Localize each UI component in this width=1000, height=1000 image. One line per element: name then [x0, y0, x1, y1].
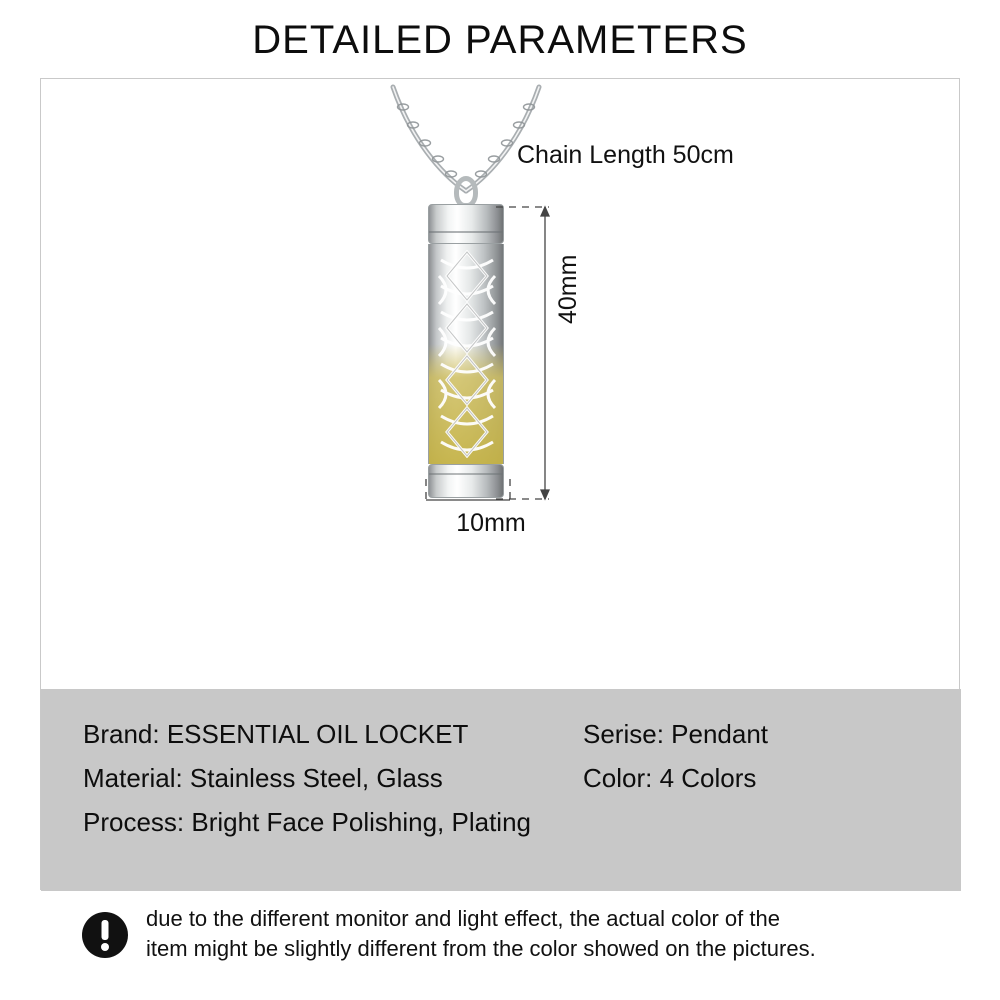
- color-disclaimer: [40, 900, 960, 980]
- disclaimer-line-1: due to the different monitor and light effect, the actual color of the: [146, 906, 780, 931]
- product-illustration: [41, 79, 961, 689]
- spec-brand: Brand: ESSENTIAL OIL LOCKET: [83, 719, 469, 749]
- spec-row: [83, 763, 961, 794]
- spec-color: Color: 4 Colors: [583, 763, 757, 793]
- disclaimer-text: [146, 900, 816, 964]
- spec-row: [83, 807, 961, 838]
- spec-process: Process: Bright Face Polishing, Plating: [83, 807, 531, 837]
- filigree-pattern-icon: [433, 250, 501, 458]
- spec-row: [83, 719, 961, 750]
- product-frame: [40, 78, 960, 890]
- width-dimension-label: 10mm: [456, 509, 526, 537]
- pendant-tube: [428, 244, 504, 464]
- chain-length-label: Chain Length 50cm: [517, 141, 734, 169]
- disclaimer-line-2: item might be slightly different from the color showed on the pictures.: [146, 936, 816, 961]
- page-title: DETAILED PARAMETERS: [252, 18, 748, 62]
- spec-serise: Serise: Pendant: [583, 719, 769, 749]
- height-dimension-label: 40mm: [554, 254, 582, 324]
- specifications-band: [41, 689, 961, 891]
- spec-material: Material: Stainless Steel, Glass: [83, 763, 443, 793]
- pendant-cap-top: [428, 204, 504, 244]
- pendant-body: [424, 204, 508, 504]
- pendant-cap-bottom: [428, 464, 504, 498]
- exclamation-icon: [80, 910, 130, 960]
